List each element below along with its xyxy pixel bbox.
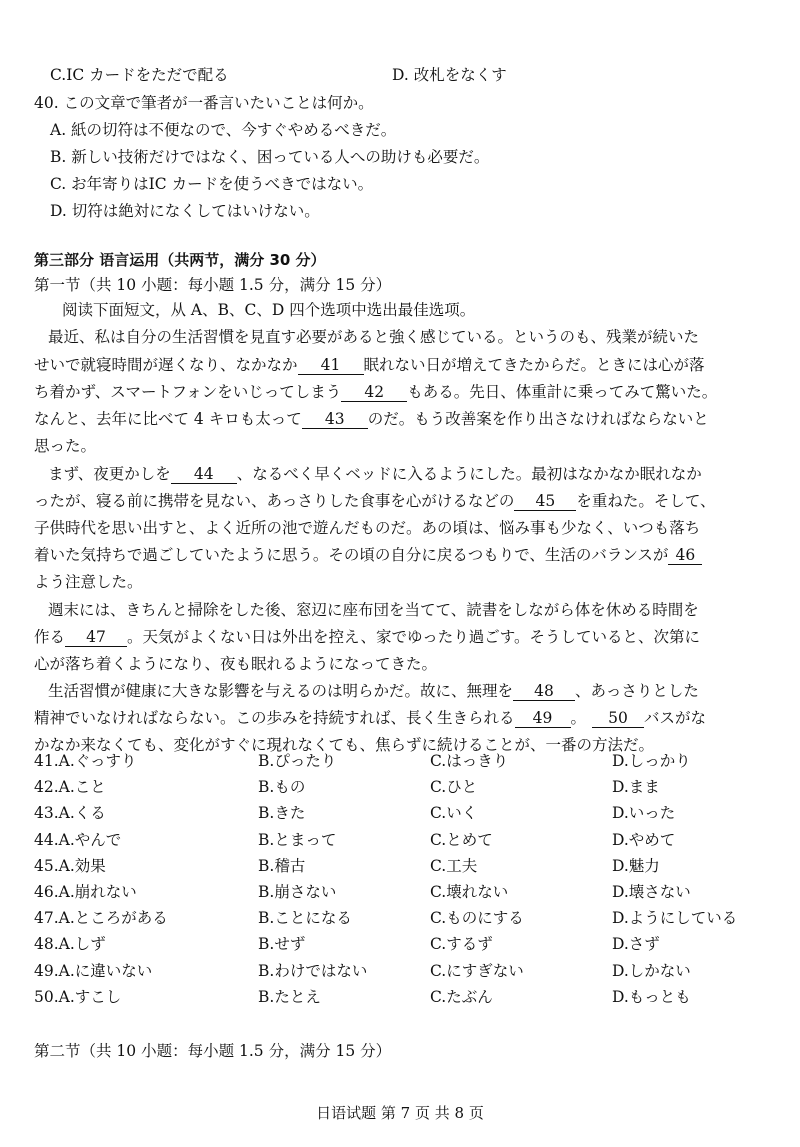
- option-45-c: C.工夫: [430, 856, 478, 875]
- option-45-b: B.稽古: [258, 856, 306, 875]
- option-50-b: B.たとえ: [258, 987, 321, 1006]
- option-49-c: C.にすぎない: [430, 961, 524, 980]
- option-43-a: 43.A.くる: [34, 804, 106, 823]
- passage-line: 週末には、きちんと掃除をした後、窓辺に座布団を当てて、読書をしながら体を休める時間を: [48, 601, 699, 619]
- passage-line: 思った。: [34, 437, 97, 455]
- blank-41: 41: [298, 356, 364, 375]
- passage-line: よう注意した。: [34, 573, 143, 591]
- passage-line: ち着かず、スマートフォンをいじってしまう 42 もある。先日、体重計に乗ってみて驚いた。: [34, 383, 718, 401]
- passage-line: 作る 47 。天気がよくない日は外出を控え、家でゆったり過ごす。そうしていると、次第に: [34, 628, 701, 646]
- prev-option-d: D. 改札をなくす: [392, 66, 507, 84]
- section2-title: 第二节（共 10 小题：每小题 1.5 分，满分 15 分）: [34, 1042, 392, 1060]
- option-46-c: C.壊れない: [430, 883, 509, 901]
- option-45-d: D.魅力: [612, 856, 660, 875]
- option-50-c: C.たぶん: [430, 987, 493, 1006]
- option-49-d: D.しかない: [612, 961, 691, 980]
- option-50-d: D.もっとも: [612, 987, 691, 1006]
- blank-49: 49: [515, 709, 571, 728]
- question-40-option-d: D. 切符は絶対になくしてはいけない。: [50, 202, 320, 220]
- option-41-c: C.はっきり: [430, 752, 509, 770]
- option-41-d: D.しっかり: [612, 752, 691, 770]
- section1-title: 第一节（共 10 小题：每小题 1.5 分，满分 15 分）: [34, 276, 392, 294]
- blank-48: 48: [513, 682, 575, 701]
- option-49-b: B.わけではない: [258, 961, 368, 980]
- passage-line: ったが、寝る前に携帯を見ない、あっさりした食事を心がけるなどの 45 を重ねた。そして、: [34, 492, 716, 510]
- option-42-d: D.まま: [612, 778, 660, 797]
- option-48-a: 48.A.しず: [34, 935, 106, 954]
- option-46-b: B.崩さない: [258, 883, 337, 901]
- passage-line: 子供時代を思い出すと、よく近所の池で遊んだものだ。あの頃は、悩み事も少なく、いつも落ち: [34, 519, 701, 537]
- option-41-b: B.ぴったり: [258, 752, 337, 770]
- option-44-d: D.やめて: [612, 830, 676, 849]
- passage-line: なんと、去年に比べて 4 キロも太って 43 のだ。もう改善案を作り出さなければならないと: [34, 410, 709, 428]
- option-46-d: D.壊さない: [612, 883, 691, 901]
- option-47-b: B.ことになる: [258, 909, 352, 928]
- option-42-a: 42.A.こと: [34, 778, 106, 797]
- option-46-a: 46.A.崩れない: [34, 883, 137, 901]
- passage-line: 最近、私は自分の生活習慣を見直す必要があると強く感じている。というのも、残業が続いた: [48, 328, 700, 346]
- option-50-a: 50.A.すこし: [34, 987, 122, 1006]
- page-footer: 日语试题 第 7 页 共 8 页: [316, 1104, 484, 1122]
- passage-line: せいで就寝時間が遅くなり、なかなか 41 眠れない日が増えてきたからだ。ときには心が落: [34, 356, 705, 374]
- option-43-b: B.きた: [258, 804, 306, 823]
- blank-44: 44: [171, 465, 237, 484]
- option-44-c: C.とめて: [430, 830, 493, 849]
- option-44-a: 44.A.やんで: [34, 830, 122, 849]
- passage-line: 着いた気持ちで過ごしていたように思う。その頃の自分に戻るつもりで、生活のバランスが 46: [34, 544, 702, 566]
- option-42-c: C.ひと: [430, 778, 478, 797]
- blank-47: 47: [65, 628, 127, 647]
- passage-line: 精神でいなければならない。この歩みを持続すれば、長く生きられる 49 。 50 バスがな: [34, 709, 707, 727]
- passage-line: 生活習慣が健康に大きな影響を与えるのは明らかだ。故に、無理を 48 、あっさりとした: [48, 682, 699, 700]
- blank-42: 42: [341, 383, 407, 402]
- option-47-c: C.ものにする: [430, 909, 524, 928]
- option-45-a: 45.A.効果: [34, 856, 106, 875]
- blank-46: 46: [668, 546, 702, 565]
- option-44-b: B.とまって: [258, 830, 337, 849]
- option-49-a: 49.A.に違いない: [34, 961, 153, 980]
- question-40-option-c: C. お年寄りはIC カードを使うべきではない。: [50, 175, 374, 193]
- option-41-a: 41.A.ぐっすり: [34, 752, 137, 770]
- section1-instruction: 阅读下面短文，从 A、B、C、D 四个选项中选出最佳选项。: [62, 301, 476, 319]
- passage-line: まず、夜更かしを 44 、なるべく早くベッドに入るようにした。最初はなかなか眠れなか: [48, 465, 702, 483]
- question-40-option-b: B. 新しい技術だけではなく、困っている人への助けも必要だ。: [50, 148, 490, 166]
- option-43-c: C.いく: [430, 804, 478, 823]
- blank-43: 43: [302, 410, 368, 429]
- option-48-b: B.せず: [258, 935, 306, 954]
- blank-50: 50: [592, 709, 644, 728]
- question-40-stem: 40. この文章で筆者が一番言いたいことは何か。: [34, 94, 374, 112]
- option-47-d: D.ようにしている: [612, 909, 738, 928]
- option-47-a: 47.A.ところがある: [34, 909, 168, 928]
- part3-title: 第三部分 语言运用（共两节，满分 30 分）: [34, 251, 326, 269]
- passage-line: かなか来なくても、変化がすぐに現れなくても、焦らずに続けることが、一番の方法だ。: [34, 736, 655, 754]
- question-40-option-a: A. 紙の切符は不便なので、今すぐやめるべきだ。: [50, 121, 397, 139]
- option-48-c: C.するず: [430, 935, 493, 954]
- passage-line: 心が落ち着くようになり、夜も眠れるようになってきた。: [34, 655, 438, 673]
- option-43-d: D.いった: [612, 804, 676, 823]
- prev-option-c: C.IC カードをただで配る: [50, 66, 229, 84]
- option-48-d: D.さず: [612, 935, 660, 954]
- option-42-b: B.もの: [258, 778, 306, 797]
- blank-45: 45: [514, 492, 576, 511]
